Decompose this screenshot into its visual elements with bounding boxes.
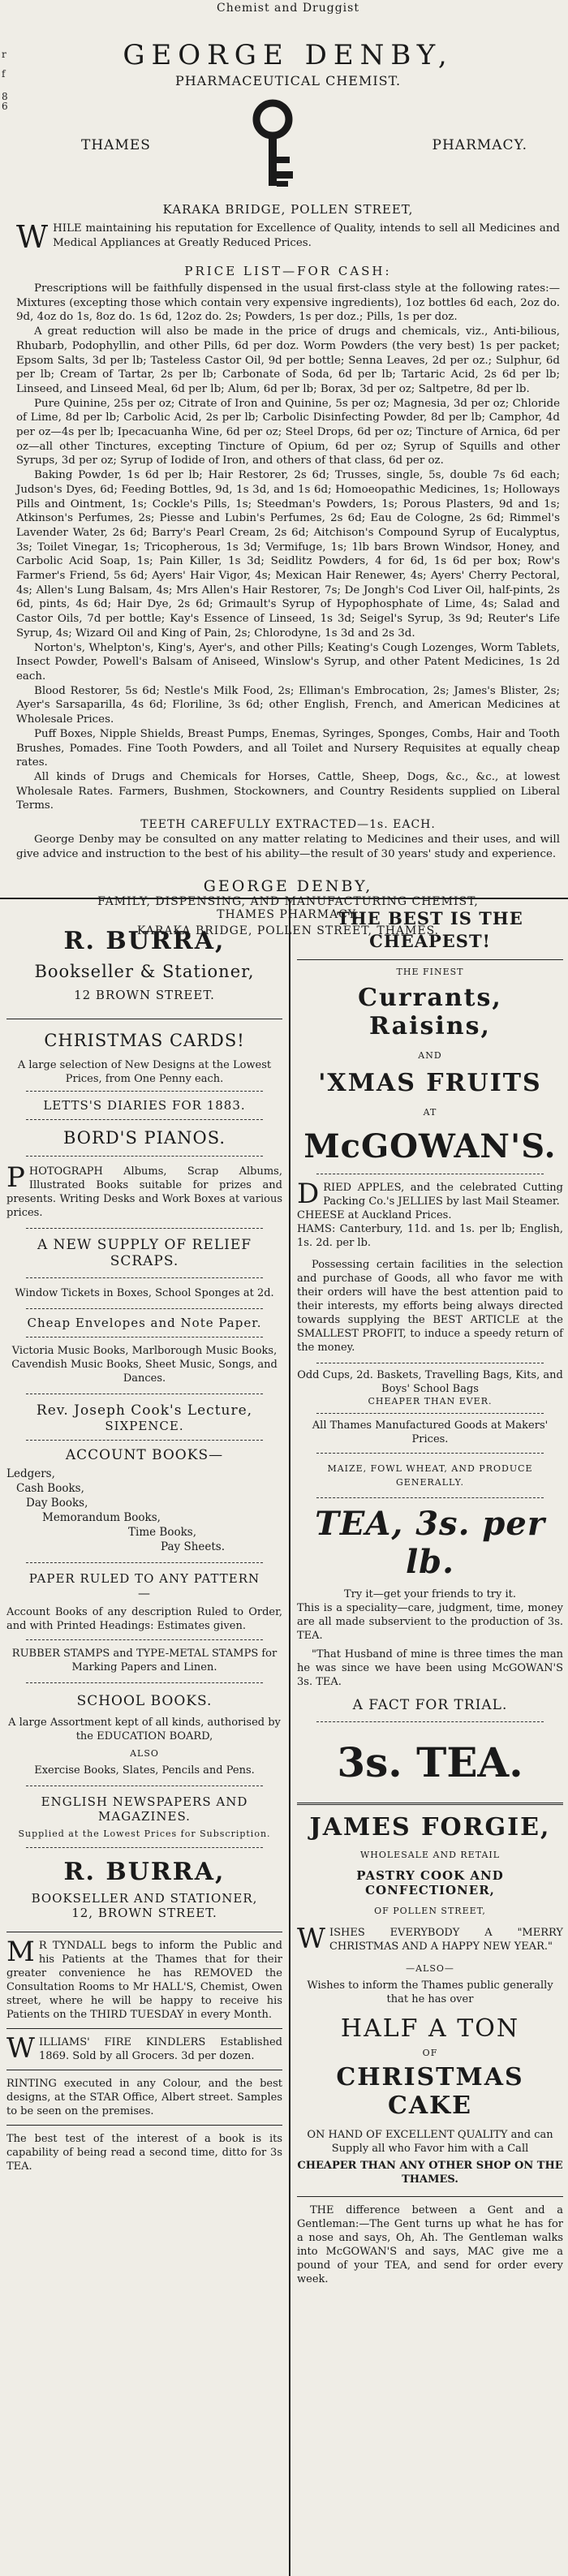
edge-mark: 8 (2, 91, 8, 102)
printing-notice: RINTING executed in any Colour, and the best designs, at the STAR Office, Albert street. Samples to be seen on the premises. (6, 2078, 282, 2117)
forgie-inform: Wishes to inform the Thames public generally that he has over (307, 1979, 553, 2005)
burra-name: R. BURRA, (63, 927, 226, 955)
burra-address: 12 BROWN STREET. (74, 988, 215, 1002)
account-books-heading: ACCOUNT BOOKS— (65, 1447, 224, 1463)
christmas-cards-text: A large selection of New Designs at the Lowest Prices, from One Penny each. (17, 1059, 272, 1085)
tea-test-notice: The best test of the interest of a book is its capability of being read a second time, ditto for 3s TEA. (6, 2133, 282, 2173)
running-head: Chemist and Druggist (217, 2, 359, 15)
list-item: Day Books, (26, 1497, 88, 1510)
tyndall-notice (6, 1936, 282, 2022)
denby-signature-pharmacy: THAMES PHARMACY, (217, 908, 359, 922)
forgie-wishes-text: ISHES EVERYBODY A "MERRY CHRISTMAS AND A HAPPY NEW YEAR." (329, 1927, 563, 1953)
window-tickets: Window Tickets in Boxes, School Sponges at 2d. (15, 1287, 274, 1299)
also-label: ALSO (130, 1748, 159, 1759)
of-label: OF (422, 2048, 438, 2058)
list-item: Time Books, (128, 1526, 196, 1539)
denby-address: KARAKA BRIDGE, POLLEN STREET, (162, 202, 414, 217)
odd-cups: Odd Cups, 2d. Baskets, Travelling Bags, Kits, and Boys' School Bags (297, 1369, 563, 1395)
right-column (297, 902, 563, 2286)
burra-signature-trade: BOOKSELLER AND STATIONER, (31, 1891, 258, 1906)
list-item: Memorandum Books, (42, 1511, 161, 1524)
photograph-albums (6, 1161, 282, 1220)
denby-title: GEORGE DENBY, (123, 39, 454, 71)
mcgowans-name: McGOWAN'S. (303, 1127, 557, 1165)
left-column (6, 902, 282, 2173)
hams-notice: HAMS: Canterbury, 11d. and 1s. per lb; English, 1s. 2d. per lb. (297, 1223, 563, 1249)
the-finest: THE FINEST (396, 967, 464, 977)
cook-lecture-price: SIXPENCE. (105, 1419, 184, 1433)
denby-subtitle: PHARMACEUTICAL CHEMIST. (174, 73, 402, 88)
music-books: Victoria Music Books, Marlborough Music Books, Cavendish Music Books, Sheet Music, Songs, and Dances. (11, 1345, 278, 1385)
edge-mark: 6 (2, 101, 8, 112)
drop-cap: P (6, 1161, 25, 1194)
account-books-list (6, 1467, 282, 1554)
denby-paragraph: Norton's, Whelpton's, King's, Ayer's, and other Pills; Keating's Cough Lozenges, Worm Tablets, Insect Powder, Powell's Balsam of Aniseed, Winslow's Syrup, and other Patent Medicines, 1s 2d each. (16, 641, 560, 683)
forgie-quality: ON HAND OF EXCELLENT QUALITY and can Supply all who Favor him with a Call (307, 2129, 553, 2155)
edge-mark: r (2, 49, 6, 60)
denby-paragraph: Pure Quinine, 25s per oz; Citrate of Iron and Quinine, 5s per oz; Magnesia, 3d per oz; Chloride of Lime, 8d per lb; Carbolic Acid, 2s per lb; Carbolic Disinfecting Powder, 8d per lb; Camphor, 4d per oz—4s per lb; Ipecacuanha Wine, 6d per oz; Steel Drops, 6d per oz; Tincture of Arnica, 6d per oz—all other Tinctures, excepting Tincture of Opium, 6d per oz; Syrup of Squills and other Syrups, 3d per oz; Syrup of Iodide of Iron, and others of that class, 6d per oz. (16, 397, 560, 467)
denby-signature-name: GEORGE DENBY, (203, 877, 373, 896)
denby-paragraph: Baking Powder, 1s 6d per lb; Hair Restorer, 2s 6d; Trusses, single, 5s, double 7s 6d each; Judson's Dyes, 6d; Feeding Bottles, 9d, 1s 3d, and 1s 6d; Homoeopathic Medicines, 1s; Holloways Pills and Ointment, 1s; Cockle's Pills, 1s; Steedman's Powders, 1s; Porous Plasters, 9d and 1s; Atkinson's Perfumes, 2s; Piesse and Lubin's Perfumes, 2s 6d; Eau de Cologne, 2s 6d; Rimmel's Lavender Water, 2s 6d; Barry's Pearl Cream, 2s 6d; Aitchison's Compound Syrup of Eucalyptus, 3s; Toilet Vinegar, 1s; Tricopherous, 1s 3d; Vermifuge, 1s; 1lb bars Brown Windsor, Honey, and Carbolic Acid Soap, 1s; Pain Killer, 1s 3d; Seidlitz Powders, 4 for 6d, 1s 6d per box; Row's Farmer's Friend, 5s 6d; Ayers' Hair Vigor, 4s; Mexican Hair Renewer, 4s; Ayers' Cherry Pectoral, 4s; Allen's Lung Balsam, 4s; Mrs Allen's Hair Restorer, 7s; De Jongh's Cod Liver Oil, half-pints, 2s 6d, pints, 4s 6d; Hair Dye, 2s 6d; Grimault's Syrup of Hypophosphate of Lime, 4s; Salad and Castor Oils, 7d per bottle; Kay's Essence of Linseed, 1s 3d; Seigel's Syrup, 3s 9d; Reuter's Life Syrup, 4s; Wizard Oil and King of Pain, 2s; Chlorodyne, 1s 3d and 2s 3d. (16, 469, 560, 640)
school-books-text: A large Assortment kept of all kinds, authorised by the EDUCATION BOARD, (8, 1717, 281, 1742)
key-icon (248, 98, 297, 196)
burra-signature-name: R. BURRA, (63, 1858, 226, 1886)
christmas-cards-heading: CHRISTMAS CARDS! (44, 1031, 245, 1050)
half-a-ton: HALF A TON (340, 2014, 520, 2043)
paper-ruled-heading: PAPER RULED TO ANY PATTERN— (28, 1571, 260, 1600)
forgie-name: JAMES FORGIE, (309, 1813, 551, 1842)
denby-key-emblem-row (16, 93, 560, 199)
list-item: Ledgers, (6, 1467, 55, 1480)
newspapers-heading: ENGLISH NEWSPAPERS AND MAGAZINES. (41, 1794, 248, 1824)
price-list-heading: PRICE LIST—FOR CASH: (184, 264, 392, 278)
relief-scraps-heading: A NEW SUPPLY OF RELIEF SCRAPS. (37, 1237, 252, 1269)
dried-apples (297, 1178, 563, 1210)
denby-paragraph: Blood Restorer, 5s 6d; Nestle's Milk Food, 2s; Elliman's Embrocation, 2s; James's Blister, 2s; Ayer's Sarsaparilla, 4s 6d; Floriline, 3s 6d; other English, French, and American Medicines at Wholesale Prices. (16, 684, 560, 726)
cheaper-than-ever: CHEAPER THAN EVER. (368, 1396, 493, 1406)
list-item: Cash Books, (16, 1482, 84, 1495)
exercise-books: Exercise Books, Slates, Pencils and Pens. (34, 1764, 255, 1777)
tea-quote: "That Husband of mine is three times the man he was since we have been using McGOWAN'S 3s. TEA. (297, 1648, 563, 1688)
drop-cap: W (297, 1923, 325, 1955)
drop-cap: W (16, 219, 49, 255)
forgie-wholesale: WHOLESALE AND RETAIL (359, 1850, 501, 1860)
and-label: AND (418, 1050, 442, 1061)
denby-paragraph: Prescriptions will be faithfully dispensed in the usual first-class style at the following rates:—Mixtures (excepting those which contain very expensive ingredients), 1oz bottles 6d each, 2oz do. 9d, 4oz do 1s, 8oz do. 1s 6d, 12oz do. 2s; Powders, 1s per doz.; Pills, 1s per doz. (16, 282, 560, 324)
denby-consult: George Denby may be consulted on any matter relating to Medicines and their uses, and will give advice and instruction to the best of his ability—the result of 30 years' study and experience. (16, 834, 560, 860)
xmas-fruits: 'XMAS FRUITS (318, 1069, 542, 1097)
forgie-cheaper: CHEAPER THAN ANY OTHER SHOP ON THE THAMES. (297, 2160, 563, 2186)
tea-heading: TEA, 3s. per lb. (315, 1505, 545, 1581)
denby-signature-address: KARAKA BRIDGE, POLLEN STREET, THAMES. (136, 924, 440, 938)
denby-signature-line: FAMILY, DISPENSING, AND MANUFACTURING CHEMIST, (97, 895, 479, 909)
letts-diaries: LETTS'S DIARIES FOR 1883. (43, 1098, 246, 1113)
forgie-pastry: PASTRY COOK AND CONFECTIONER, (356, 1868, 504, 1898)
tea-try: Try it—get your friends to try it. (344, 1588, 516, 1600)
burra-signature-address: 12, BROWN STREET. (71, 1906, 217, 1920)
best-cheapest-heading: THE BEST IS THE CHEAPEST! (337, 908, 523, 951)
bords-pianos: BORD'S PIANOS. (62, 1128, 226, 1148)
teeth-notice: TEETH CAREFULLY EXTRACTED—1s. EACH. (140, 818, 436, 832)
denby-intro (16, 219, 560, 255)
photograph-albums-text: HOTOGRAPH Albums, Scrap Albums, Illustrated Books suitable for prizes and presents. Writing Desks and Work Boxes at various prices. (6, 1165, 282, 1219)
possessing-text: Possessing certain facilities in the selection and purchase of Goods, all who favor me with their orders will have the best attention paid to their interests, my efforts being always directed towards supplying the BEST ARTICLE at the SMALLEST PROFIT, to induce a speedy return of the money. (297, 1259, 563, 1354)
forgie-also: —ALSO— (406, 1963, 454, 1974)
currants-raisins: Currants, Raisins, (358, 984, 502, 1040)
denby-paragraph: A great reduction will also be made in the price of drugs and chemicals, viz., Anti-bilious, Rhubarb, Podophyllin, and other Pills, 6d per doz. Worm Powders (the very best) 1s per packet; Epsom Salts, 3d per lb; Tasteless Castor Oil, 9d per bottle; Senna Leaves, 2d per oz.; Sulphur, 6d per lb; Cream of Tartar, 2s per lb; Carbonate of Soda, 6d per lb; Tartaric Acid, 2s 6d per lb; Linseed, and Linseed Meal, 6d per lb; Alum, 6d per lb; Borax, 3d per oz; Saltpetre, 8d per lb. (16, 325, 560, 395)
rubber-stamps: RUBBER STAMPS and TYPE-METAL STAMPS for Marking Papers and Linen. (11, 1648, 278, 1674)
fact-for-trial: A FACT FOR TRIAL. (352, 1697, 508, 1713)
at-label: AT (423, 1107, 437, 1118)
christmas-cake: CHRISTMAS CAKE (336, 2063, 524, 2120)
tea-text: This is a speciality—care, judgment, time, money are all made subservient to the production of 3s. TEA. (297, 1602, 563, 1642)
three-shilling-tea: 3s. TEA. (337, 1738, 523, 1786)
fire-kindlers (6, 2032, 282, 2065)
maize-wheat: MAIZE, FOWL WHEAT, AND PRODUCE GENERALLY. (327, 1463, 533, 1488)
cook-lecture: Rev. Joseph Cook's Lecture, (36, 1402, 253, 1419)
denby-paragraph: Puff Boxes, Nipple Shields, Breast Pumps, Enemas, Syringes, Sponges, Combs, Hair and Tooth Brushes, Pomades. Fine Tooth Powders, and all Toilet and Nursery Requisites at equally cheap rates. (16, 727, 560, 769)
column-divider (289, 899, 290, 2576)
dried-apples-text: RIED APPLES, and the celebrated Cutting Packing Co.'s JELLIES by last Mail Steamer. (323, 1182, 563, 1208)
section-divider (0, 898, 568, 899)
thames-goods: All Thames Manufactured Goods at Makers' Prices. (312, 1419, 549, 1445)
forgie-street: OF POLLEN STREET, (374, 1906, 486, 1916)
list-item: Pay Sheets. (161, 1540, 226, 1553)
denby-intro-text: HILE maintaining his reputation for Excellence of Quality, intends to sell all Medicines and Medical Appliances at Greatly Reduced Prices. (53, 222, 560, 249)
forgie-wishes (297, 1923, 563, 1955)
denby-right-label: PHARMACY. (432, 137, 527, 153)
cheap-envelopes: Cheap Envelopes and Note Paper. (27, 1316, 262, 1330)
edge-mark: f (2, 68, 6, 80)
cheese-notice: CHEESE at Auckland Prices. (297, 1209, 452, 1221)
drop-cap: W (6, 2032, 35, 2065)
newspapers-text: Supplied at the Lowest Prices for Subscription. (18, 1829, 271, 1839)
gent-gentleman: THE difference between a Gent and a Gentleman:—The Gent turns up what he has for a nose and says, Oh, Ah. The Gentleman walks into McGOWAN'S and says, MAC give me a pound of your TEA, and send for order every week. (297, 2204, 563, 2285)
drop-cap: D (297, 1178, 320, 1210)
burra-trade: Bookseller & Stationer, (34, 962, 255, 981)
fire-kindlers-text: ILLIAMS' FIRE KINDLERS Established 1869. Sold by all Grocers. 3d per dozen. (38, 2036, 282, 2062)
paper-ruled-text: Account Books of any description Ruled to Order, and with Printed Headings: Estimates given. (6, 1606, 282, 1632)
tyndall-text: R TYNDALL begs to inform the Public and his Patients at the Thames that for their greater convenience he has REMOVED the Consultation Rooms to Mr HALL'S, Chemist, Owen street, where he will be happy to receive his Patients on the THIRD TUESDAY in every Month. (6, 1940, 282, 2021)
denby-left-label: THAMES (81, 137, 151, 153)
denby-paragraph: All kinds of Drugs and Chemicals for Horses, Cattle, Sheep, Dogs, &c., &c., at lowest Wholesale Rates. Farmers, Bushmen, Stockowners, and Country Residents supplied on Liberal Terms. (16, 770, 560, 812)
drop-cap: M (6, 1936, 35, 1968)
school-books-heading: SCHOOL BOOKS. (76, 1693, 213, 1709)
